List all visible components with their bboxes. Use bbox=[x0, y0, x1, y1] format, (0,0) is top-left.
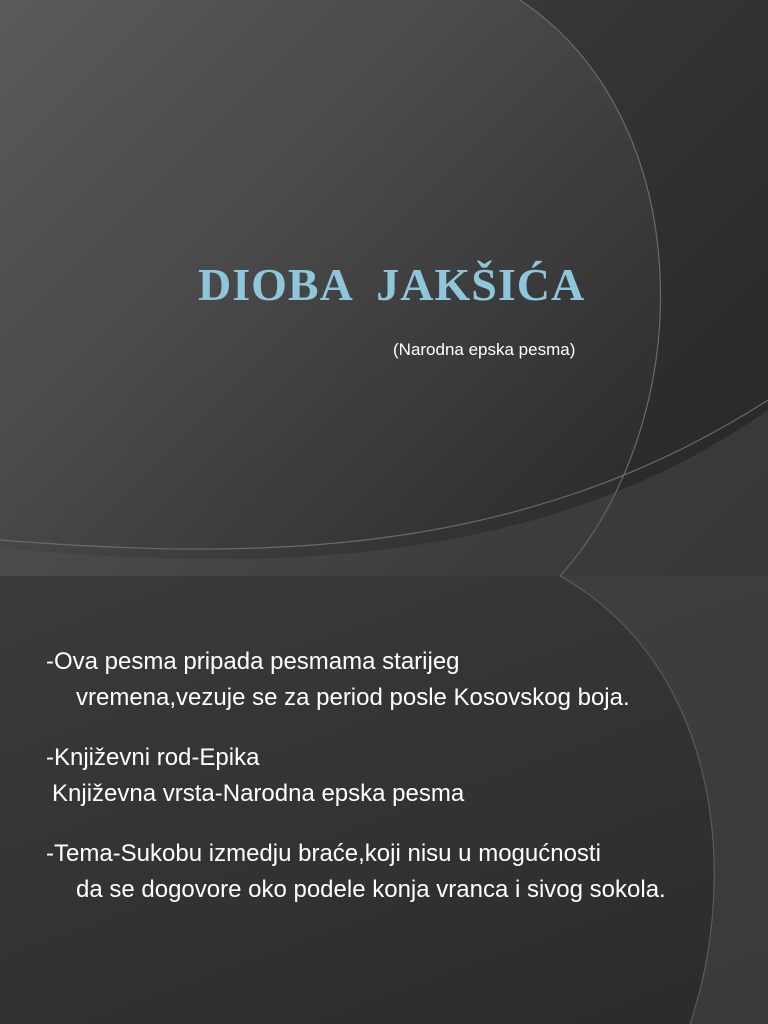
slide-subtitle: (Narodna epska pesma) bbox=[393, 340, 576, 359]
paragraph-line: da se dogovore oko podele konja vranca i sivog sokola. bbox=[76, 876, 666, 903]
paragraph-line: -Ova pesma pripada pesmama starijeg bbox=[46, 648, 460, 675]
paragraph-line: -Književni rod-Epika bbox=[46, 744, 260, 771]
slide-body bbox=[46, 644, 746, 932]
paragraph-origin bbox=[46, 644, 746, 716]
paragraph-line: -Tema-Sukobu izmedju braće,koji nisu u mogućnosti bbox=[46, 840, 601, 867]
slide-title: DIOBA JAKŠIĆA bbox=[198, 259, 586, 310]
paragraph-theme bbox=[46, 836, 746, 908]
paragraph-genre bbox=[46, 740, 746, 812]
paragraph-line: Književna vrsta-Narodna epska pesma bbox=[52, 780, 465, 807]
paragraph-line: vremena,vezuje se za period posle Kosovskog boja. bbox=[76, 684, 630, 711]
